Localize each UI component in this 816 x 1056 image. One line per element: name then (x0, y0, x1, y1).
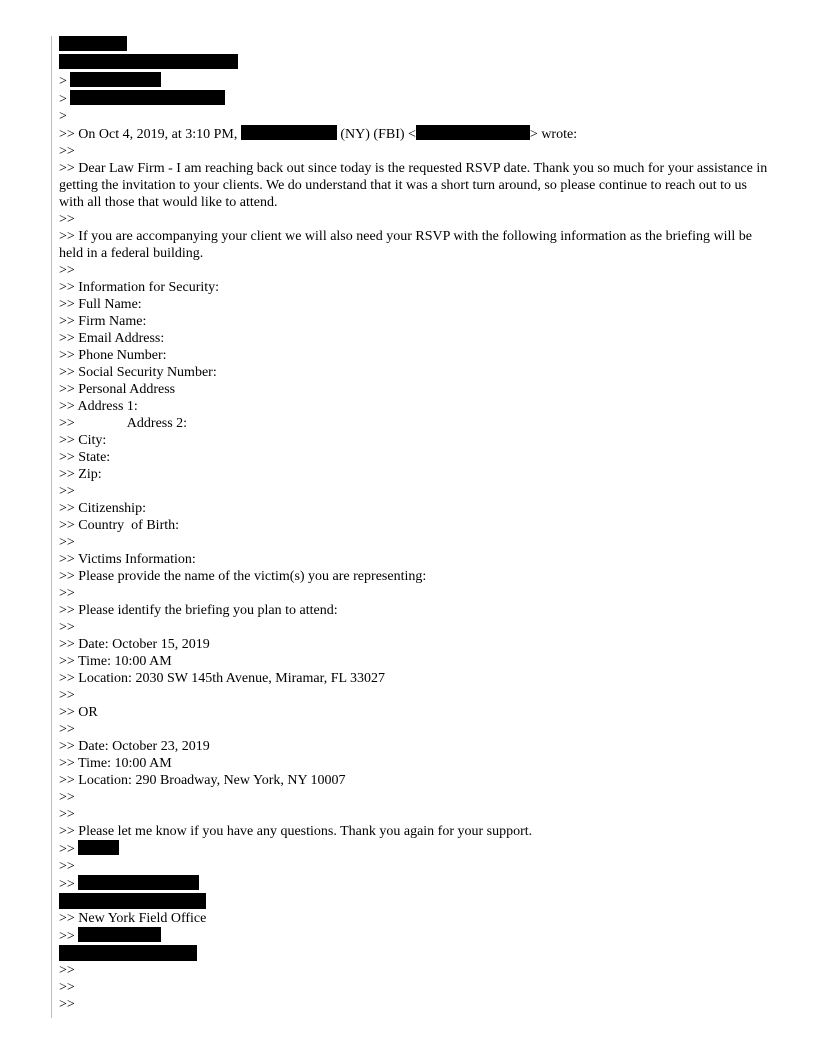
quoted-blank-line: >> (59, 963, 75, 978)
quoted-blank-line: >> (59, 484, 75, 499)
form-field: >> State: (59, 450, 111, 465)
quoted-line (59, 90, 771, 108)
quoted-blank-line: >> (59, 263, 75, 278)
quoted-blank-line: >> (59, 790, 75, 805)
form-field: >> Please provide the name of the victim(s) you are representing: (59, 569, 427, 584)
redaction-box (416, 125, 530, 140)
quoted-blank-line: >> (59, 620, 75, 635)
redaction-box (78, 927, 161, 942)
quoted-line (59, 72, 771, 90)
form-heading: >> Information for Security: (59, 280, 220, 295)
redaction-box (78, 875, 199, 890)
wrote-header-line (59, 125, 771, 143)
quote-marker: > (59, 92, 67, 107)
form-field: >> Personal Address (59, 382, 176, 397)
redaction-box (59, 945, 197, 961)
email-document (59, 36, 771, 1013)
briefing-time: >> Time: 10:00 AM (59, 756, 172, 771)
briefing-date: >> Date: October 23, 2019 (59, 739, 210, 754)
quoted-blank-line: >> (59, 997, 75, 1012)
quote-marker: >> (59, 127, 75, 142)
form-field: >> Full Name: (59, 297, 142, 312)
redaction-box (70, 90, 225, 105)
quoted-blank-line: >> (59, 586, 75, 601)
redacted-signature-line: >> (59, 840, 771, 858)
quoted-blank-line: >> (59, 807, 75, 822)
form-field: >> City: (59, 433, 107, 448)
quoted-blank-line: >> (59, 535, 75, 550)
quote-margin-rule (51, 36, 52, 1018)
body-paragraph: >> If you are accompanying your client we will also need your RSVP with the following information as the briefing will be held in a federal building. (59, 229, 756, 261)
form-heading: >> Victims Information: (59, 552, 196, 567)
form-field: >> Phone Number: (59, 348, 167, 363)
quote-marker: > (59, 109, 67, 124)
redacted-header-line (59, 36, 771, 54)
briefing-date: >> Date: October 15, 2019 (59, 637, 210, 652)
form-field: >> Please identify the briefing you plan to attend: (59, 603, 338, 618)
briefing-location: >> Location: 2030 SW 145th Avenue, Miramar, FL 33027 (59, 671, 386, 686)
form-field: >> Address 1: (59, 399, 138, 414)
redaction-box (59, 36, 127, 51)
sent-date-text: On Oct 4, 2019, at 3:10 PM, (78, 127, 238, 142)
quoted-blank-line: >> (59, 212, 75, 227)
redaction-box (78, 840, 119, 855)
redacted-signature-line (59, 893, 771, 910)
form-field: >> Social Security Number: (59, 365, 217, 380)
redacted-signature-line (59, 945, 771, 962)
redacted-header-line (59, 54, 771, 72)
briefing-location: >> Location: 290 Broadway, New York, NY 10007 (59, 773, 346, 788)
redaction-box (241, 125, 337, 140)
quoted-line (59, 108, 771, 125)
form-field: >> Address 2: (59, 416, 188, 431)
wrote-text: > wrote: (529, 127, 578, 142)
quoted-blank-line: >> (59, 980, 75, 995)
redaction-box (70, 72, 161, 87)
redaction-box (59, 54, 238, 69)
quoted-blank-line: >> (59, 688, 75, 703)
form-field: >> Country of Birth: (59, 518, 180, 533)
redacted-signature-line: >> (59, 927, 771, 945)
form-field: >> Zip: (59, 467, 102, 482)
redacted-signature-line: >> (59, 875, 771, 893)
closing-line: >> Please let me know if you have any questions. Thank you again for your support. (59, 824, 533, 839)
quoted-blank-line: >> (59, 859, 75, 874)
quoted-blank-line: >> (59, 722, 75, 737)
quote-marker: > (59, 74, 67, 89)
sender-org-text: (NY) (FBI) < (340, 127, 416, 142)
quoted-blank-line: >> (59, 144, 75, 159)
form-field: >> Email Address: (59, 331, 165, 346)
body-paragraph: >> Dear Law Firm - I am reaching back out since today is the requested RSVP date. Thank you so much for your assistance in getting the invitation to your clients. We do understand that it was a short turn around, so please continue to reach out to us with all those that would like to attend. (59, 161, 771, 210)
or-separator: >> OR (59, 705, 98, 720)
briefing-time: >> Time: 10:00 AM (59, 654, 172, 669)
redaction-box (59, 893, 206, 909)
form-field: >> Citizenship: (59, 501, 146, 516)
form-field: >> Firm Name: (59, 314, 147, 329)
office-line: >> New York Field Office (59, 911, 207, 926)
